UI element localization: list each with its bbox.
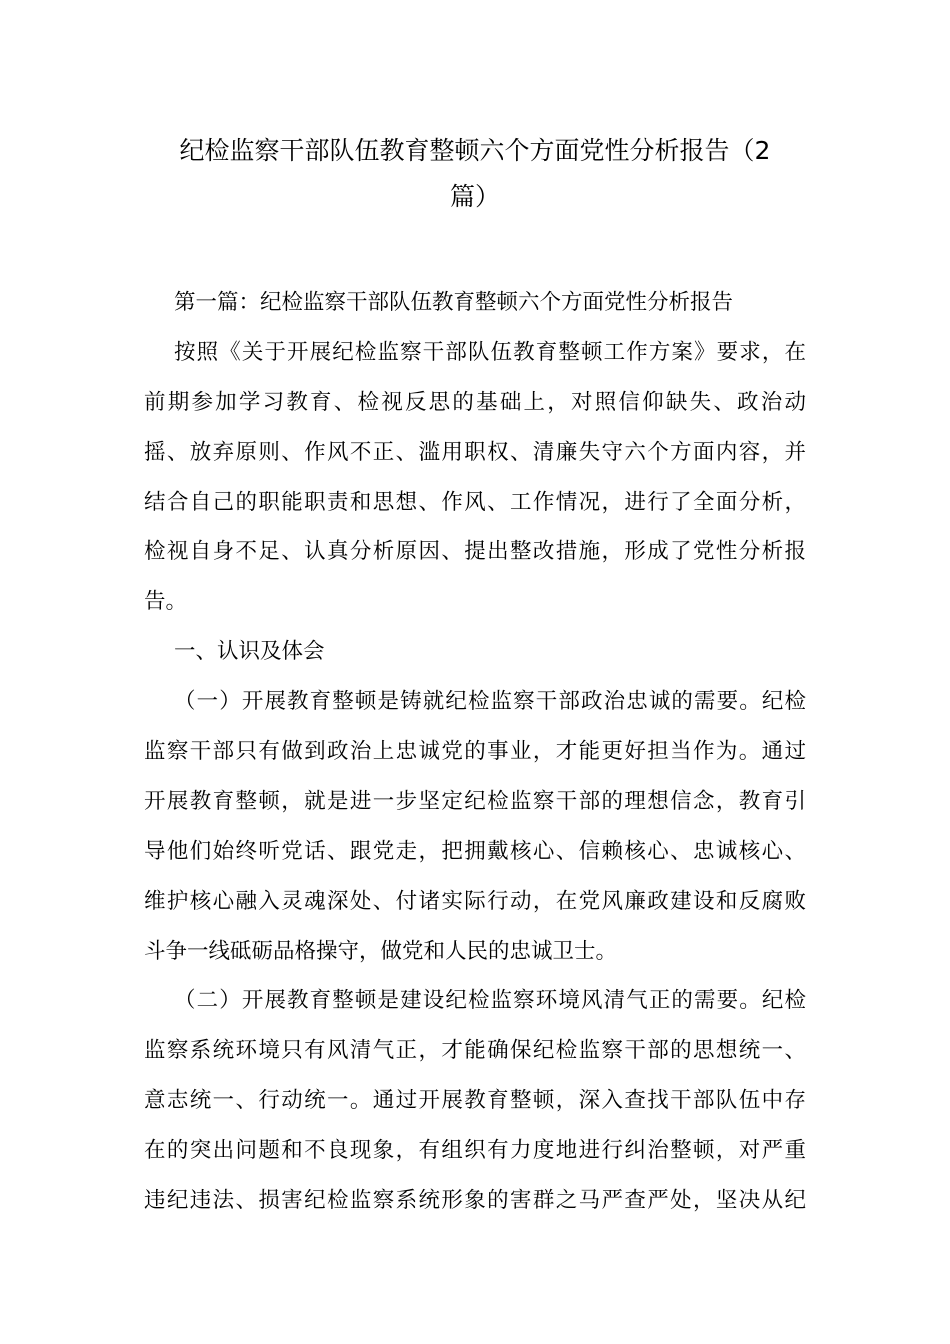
paragraph-line: 违纪违法、损害纪检监察系统形象的害群之马严查严处，坚决从纪 (144, 1188, 806, 1214)
paragraph-line: 检视自身不足、认真分析原因、提出整改措施，形成了党性分析报 (144, 539, 806, 565)
paragraph-line: （一）开展教育整顿是铸就纪检监察干部政治忠诚的需要。纪检 (174, 689, 806, 715)
paragraph-line: 维护核心融入灵魂深处、付诸实际行动，在党风廉政建设和反腐败 (144, 888, 806, 914)
paragraph-line: 告。 (144, 589, 188, 615)
paragraph-line: 监察系统环境只有风清气正，才能确保纪检监察干部的思想统一、 (144, 1038, 806, 1064)
document-title (144, 128, 806, 220)
paragraph-line: 开展教育整顿，就是进一步坚定纪检监察干部的理想信念，教育引 (144, 788, 806, 814)
paragraph-line: 前期参加学习教育、检视反思的基础上，对照信仰缺失、政治动 (144, 389, 806, 415)
paragraph-line: 在的突出问题和不良现象，有组织有力度地进行纠治整顿，对严重 (144, 1138, 806, 1164)
title-line: 纪检监察干部队伍教育整顿六个方面党性分析报告（2 (179, 136, 771, 165)
section-heading: 一、认识及体会 (174, 639, 325, 665)
paragraph-line: 摇、放弃原则、作风不正、滥用职权、清廉失守六个方面内容，并 (144, 439, 806, 465)
document-body (144, 278, 806, 1226)
paragraph-line: 按照《关于开展纪检监察干部队伍教育整顿工作方案》要求，在 (174, 339, 806, 365)
paragraph-line: 导他们始终听党话、跟党走，把拥戴核心、信赖核心、忠诚核心、 (144, 838, 806, 864)
paragraph-line: 意志统一、行动统一。通过开展教育整顿，深入查找干部队伍中存 (144, 1088, 806, 1114)
title-line: 篇） (449, 182, 500, 211)
paragraph-line: 结合自己的职能职责和思想、作风、工作情况，进行了全面分析， (144, 489, 806, 515)
paragraph-line: 监察干部只有做到政治上忠诚党的事业，才能更好担当作为。通过 (144, 739, 806, 765)
paragraph-line: 斗争一线砥砺品格操守，做党和人民的忠诚卫士。 (144, 938, 618, 964)
section-heading: 第一篇：纪检监察干部队伍教育整顿六个方面党性分析报告 (174, 290, 734, 315)
paragraph-line: （二）开展教育整顿是建设纪检监察环境风清气正的需要。纪检 (174, 988, 806, 1014)
